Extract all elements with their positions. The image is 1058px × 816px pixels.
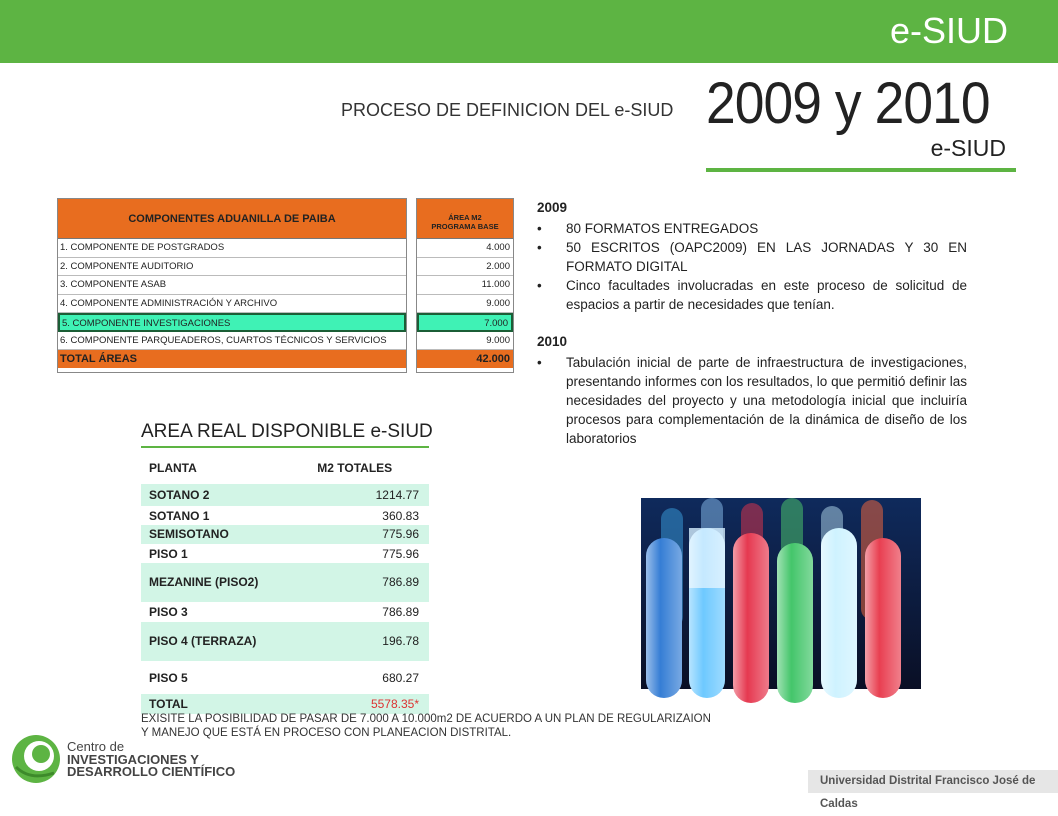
year-2010-heading: 2010 xyxy=(537,334,568,349)
m2-cell: 1214.77 xyxy=(309,484,429,506)
planta-cell: PISO 4 (TERRAZA) xyxy=(141,622,309,661)
components-table xyxy=(57,198,407,373)
planta-cell: PISO 1 xyxy=(141,544,309,563)
total-label: TOTAL xyxy=(141,694,309,714)
list-2010 xyxy=(537,353,967,448)
components-header: COMPONENTES ADUANILLA DE PAIBA xyxy=(58,199,406,239)
planta-cell: PISO 3 xyxy=(141,602,309,622)
m2-cell: 786.89 xyxy=(309,602,429,622)
m2-cell: 775.96 xyxy=(309,544,429,563)
year-2009-heading: 2009 xyxy=(537,200,568,215)
logo-line-3: DESARROLLO CIENTÍFICO xyxy=(67,764,236,779)
list-item: • Cinco facultades involucradas en este proceso de solicitud de espacios a partir de necesidades que tenían. xyxy=(537,276,967,314)
table-row xyxy=(141,544,429,563)
real-area-title: AREA REAL DISPONIBLE e-SIUD xyxy=(141,421,433,442)
area-value: 2.000 xyxy=(417,258,513,277)
title-underline xyxy=(706,168,1016,172)
area-value: 11.000 xyxy=(417,276,513,295)
components-total-label: TOTAL ÁREAS xyxy=(58,350,406,368)
area-header-line2: PROGRAMA BASE xyxy=(431,222,499,231)
notes-panel xyxy=(537,198,967,448)
list-item: • 80 FORMATOS ENTREGADOS xyxy=(537,219,967,238)
brand-title: e-SIUD xyxy=(889,10,1008,51)
area-header-line1: ÁREA M2 xyxy=(448,213,482,222)
test-tubes-photo xyxy=(641,498,921,689)
brand-subtitle: e-SIUD xyxy=(930,135,1006,161)
m2-cell: 775.96 xyxy=(309,525,429,544)
component-row-highlighted: 5. COMPONENTE INVESTIGACIONES xyxy=(58,313,406,332)
real-area-underline xyxy=(141,446,429,448)
area-total-value: 42.000 xyxy=(417,350,513,368)
table-row xyxy=(141,563,429,602)
planta-cell: PISO 5 xyxy=(141,661,309,694)
footnote: EXISITE LA POSIBILIDAD DE PASAR DE 7.000 A 10.000m2 DE ACUERDO A UN PLAN DE REGULARIZAION Y MANEJO QUE ESTÁ EN PROCESO CON PLANEACION DISTRITAL. xyxy=(141,713,711,739)
list-2009 xyxy=(537,219,967,314)
m2-cell: 196.78 xyxy=(309,622,429,661)
process-subtitle: PROCESO DE DEFINICION DEL e-SIUD xyxy=(341,100,674,120)
planta-cell: SOTANO 2 xyxy=(141,484,309,506)
planta-cell: MEZANINE (PISO2) xyxy=(141,563,309,602)
table-row xyxy=(141,506,429,525)
university-name: Universidad Distrital Francisco José de Caldas xyxy=(808,770,1058,793)
area-value: 9.000 xyxy=(417,332,513,351)
total-value: 5578.35* xyxy=(309,694,429,714)
area-value-highlighted: 7.000 xyxy=(417,313,513,332)
research-center-logo-text xyxy=(67,741,235,779)
research-center-logo-icon xyxy=(10,733,62,785)
table-row xyxy=(141,661,429,694)
area-column xyxy=(416,198,514,373)
col-planta-header: PLANTA xyxy=(141,452,309,484)
planta-cell: SEMISOTANO xyxy=(141,525,309,544)
table-total-row xyxy=(141,694,429,714)
area-value: 9.000 xyxy=(417,295,513,314)
planta-cell: SOTANO 1 xyxy=(141,506,309,525)
list-item: • 50 ESCRITOS (OAPC2009) EN LAS JORNADAS Y 30 EN FORMATO DIGITAL xyxy=(537,238,967,276)
real-area-table xyxy=(141,452,429,715)
table-row xyxy=(141,622,429,661)
area-value: 4.000 xyxy=(417,239,513,258)
component-row: 2. COMPONENTE AUDITORIO xyxy=(58,258,406,277)
table-row xyxy=(141,525,429,544)
logo-line-2: INVESTIGACIONES Y xyxy=(67,751,199,767)
component-row: 6. COMPONENTE PARQUEADEROS, CUARTOS TÉCNICOS Y SERVICIOS xyxy=(58,332,406,351)
years-title: 2009 y 2010 xyxy=(706,71,990,136)
table-row xyxy=(141,484,429,506)
component-row: 4. COMPONENTE ADMINISTRACIÓN Y ARCHIVO xyxy=(58,295,406,314)
component-row: 1. COMPONENTE DE POSTGRADOS xyxy=(58,239,406,258)
m2-cell: 680.27 xyxy=(309,661,429,694)
component-row: 3. COMPONENTE ASAB xyxy=(58,276,406,295)
area-header xyxy=(417,199,513,239)
table-row xyxy=(141,602,429,622)
logo-line-1: Centro de xyxy=(67,739,125,754)
col-m2-header: M2 TOTALES xyxy=(309,452,429,484)
table-header-row xyxy=(141,452,429,484)
m2-cell: 360.83 xyxy=(309,506,429,525)
m2-cell: 786.89 xyxy=(309,563,429,602)
list-item: • Tabulación inicial de parte de infraestructura de investigaciones, presentando informes con los resultados, lo que permitió definir las necesidades del proyecto y una metodología inicial que incluiría procesos para complementación de la dinámica de diseño de los laboratorios xyxy=(537,353,967,448)
